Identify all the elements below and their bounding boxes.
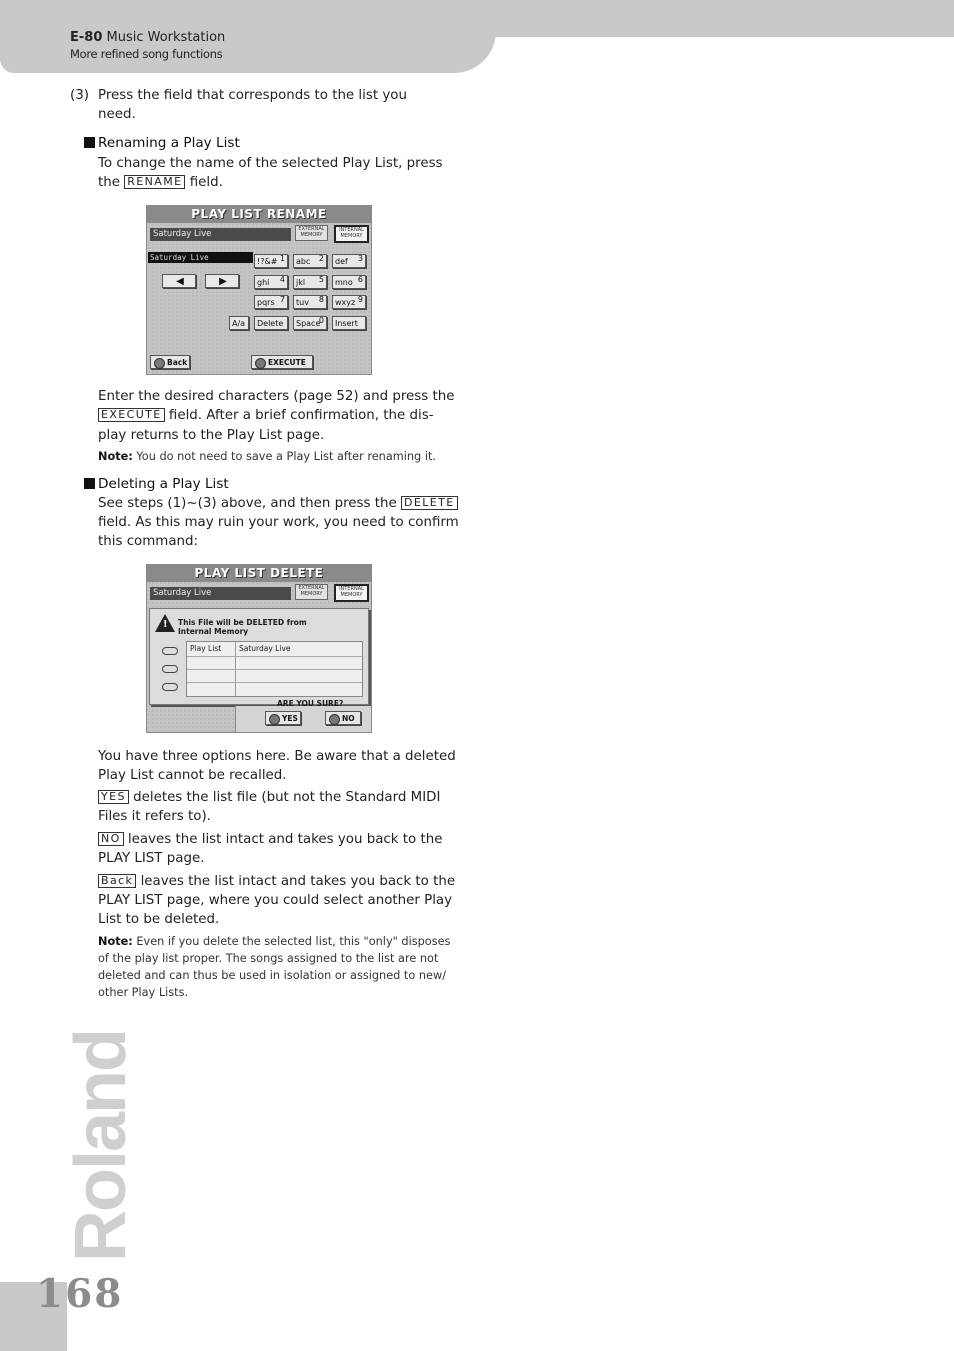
back-line2: PLAY LIST page, where you could select another Play xyxy=(98,893,453,908)
rename-screen xyxy=(146,205,372,375)
no-key: NO xyxy=(98,832,124,846)
delete-key: DELETE xyxy=(401,496,458,510)
screen-title: PLAY LIST RENAME xyxy=(147,206,371,223)
delete-line1: See steps (1)~(3) above, and then press the DELETE xyxy=(98,494,458,513)
page-number: 168 xyxy=(36,1271,124,1317)
bullet-square-icon xyxy=(84,478,95,489)
rename-line1: To change the name of the selected Play List, press xyxy=(98,156,443,171)
key-1[interactable]: !?&# 1 xyxy=(254,254,288,268)
no-line2: PLAY LIST page. xyxy=(98,851,205,866)
rename-after-line1: Enter the desired characters (page 52) and press the xyxy=(98,389,455,404)
back-line3: List to be deleted. xyxy=(98,912,220,927)
playlist-field: Saturday Live xyxy=(150,587,291,600)
internal-memory-icon: INTERNAL MEMORY xyxy=(334,584,369,602)
warning-message: This File will be DELETED from Internal Memory xyxy=(178,618,307,636)
external-memory-icon[interactable]: EXTERNAL MEMORY xyxy=(295,225,328,241)
rename-key: RENAME xyxy=(124,175,185,189)
execute-key: EXECUTE xyxy=(98,408,165,422)
yes-line1: YES deletes the list file (but not the Standard MIDI xyxy=(98,788,440,807)
roland-logo: Roland xyxy=(61,1030,141,1262)
playlist-field[interactable]: Saturday Live xyxy=(150,228,291,241)
step-text-line1: Press the field that corresponds to the list you xyxy=(98,88,407,103)
step-text-line2: need. xyxy=(98,107,136,122)
section-title: More refined song functions xyxy=(70,47,223,61)
back-button[interactable]: Back xyxy=(150,355,190,369)
delete-heading: Deleting a Play List xyxy=(84,476,229,492)
key-6[interactable]: mno 6 xyxy=(332,275,366,289)
rename-after-line2: EXECUTE field. After a brief confirmation, the dis- xyxy=(98,406,434,425)
external-memory-icon: EXTERNAL MEMORY xyxy=(295,584,328,600)
delete-line3: this command: xyxy=(98,534,199,549)
binder-rings-icon xyxy=(158,643,184,699)
confirm-dialog xyxy=(149,608,369,705)
cursor-right-button[interactable]: ▶ xyxy=(205,274,239,288)
no-button[interactable]: NO xyxy=(325,711,361,725)
rename-note: Note: You do not need to save a Play List after renaming it. xyxy=(98,450,436,463)
case-button[interactable]: A/a xyxy=(229,316,249,330)
key-0[interactable]: Space 0 xyxy=(293,316,327,330)
yes-button[interactable]: YES xyxy=(265,711,301,725)
step-number: (3) xyxy=(70,88,89,103)
are-you-sure-label: ARE YOU SURE? xyxy=(277,699,344,708)
delete-line2: field. As this may ruin your work, you need to confirm xyxy=(98,515,459,530)
key-3[interactable]: def 3 xyxy=(332,254,366,268)
key-2[interactable]: abc 2 xyxy=(293,254,327,268)
delete-note-line2: of the play list proper. The songs assigned to the list are not xyxy=(98,952,439,965)
internal-memory-icon[interactable]: INTERNAL MEMORY xyxy=(334,225,369,243)
yes-key: YES xyxy=(98,790,129,804)
bullet-square-icon xyxy=(84,137,95,148)
delete-note-line4: other Play Lists. xyxy=(98,986,189,999)
cursor-left-button[interactable]: ◀ xyxy=(162,274,196,288)
table-header-label: Play List xyxy=(190,644,222,653)
delete-char-button[interactable]: Delete xyxy=(254,316,288,330)
rename-line2: the RENAME field. xyxy=(98,175,223,190)
key-4[interactable]: ghi 4 xyxy=(254,275,288,289)
delete-screen xyxy=(146,564,372,733)
no-line1: NO leaves the list intact and takes you back to the xyxy=(98,830,442,849)
screen-title: PLAY LIST DELETE xyxy=(147,565,371,582)
file-info-table xyxy=(186,641,363,697)
warning-icon-mark: ! xyxy=(163,619,168,630)
insert-button[interactable]: Insert xyxy=(332,316,366,330)
delete-note-line3: deleted and can thus be used in isolation or assigned to new/ xyxy=(98,969,447,982)
rename-after-line3: play returns to the Play List page. xyxy=(98,428,325,443)
options-line2: Play List cannot be recalled. xyxy=(98,768,287,783)
rename-heading: Renaming a Play List xyxy=(84,135,240,151)
delete-note-line1: Note: Even if you delete the selected list, this "only" disposes xyxy=(98,935,451,948)
back-line1: Back leaves the list intact and takes you back to the xyxy=(98,872,455,891)
manual-title: E-80 Music Workstation xyxy=(70,30,226,45)
table-value: Saturday Live xyxy=(239,644,291,653)
name-input[interactable]: Saturday Live xyxy=(148,252,253,263)
execute-button[interactable]: EXECUTE xyxy=(251,355,313,369)
key-9[interactable]: wxyz 9 xyxy=(332,295,366,309)
options-line1: You have three options here. Be aware that a deleted xyxy=(98,749,456,764)
key-8[interactable]: tuv 8 xyxy=(293,295,327,309)
back-key: Back xyxy=(98,874,136,888)
key-5[interactable]: jkl 5 xyxy=(293,275,327,289)
key-7[interactable]: pqrs 7 xyxy=(254,295,288,309)
yes-line2: Files it refers to). xyxy=(98,809,211,824)
